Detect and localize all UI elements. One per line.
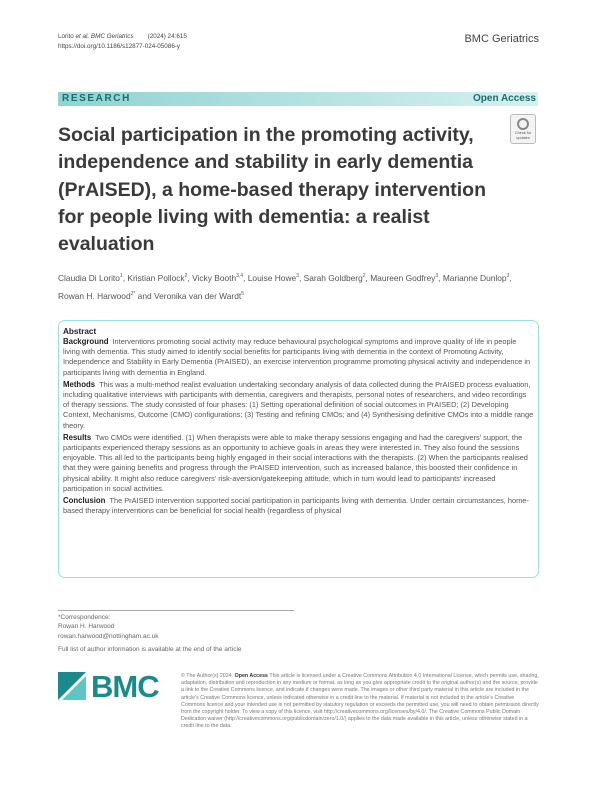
abstract-section-label: Conclusion [63,496,106,506]
correspondence-block [58,613,159,641]
check-updates-label: Check for updates [514,131,532,140]
article-type-band [58,92,538,106]
author-entry [248,273,299,283]
running-header [58,32,187,52]
bmc-logo-text: BMC [91,669,159,704]
article-type-label: RESEARCH [62,93,131,104]
author-affiliation: 3,4 [236,273,244,279]
footnote-divider [58,610,294,611]
author-affiliation: 5 [241,291,244,297]
abstract-section-label: Results [63,432,92,442]
abstract-section-label: Methods [63,379,96,389]
citation-journal: BMC Geriatrics [90,33,134,40]
author-entry [443,273,510,283]
article-title: Social participation in the promoting activity, independence and stability in early dementia (PrAISED), a home-based therapy intervention for people living with dementia: a realist evaluation [58,124,487,256]
citation-line [58,32,187,42]
author-entry [370,273,438,283]
license-text [181,673,539,731]
author-name[interactable]: Claudia Di Lorito [58,272,120,283]
correspondence-name: Rowan H. Harwood [58,623,115,631]
author-affiliation: 2 [184,273,188,279]
author-name[interactable]: Louise Howe [247,272,297,283]
open-access-notice: Open Access [234,673,268,679]
author-affiliation: 2 [362,273,366,279]
author-affiliation: 3 [296,273,299,279]
update-icon [517,118,529,130]
license-body: This article is licensed under a Creative Commons Attribution 4.0 International License, which permits use, sharing, adaptation, distribution and reproduction in any medium or format, as long as you give appropriate credit to the original author(s) and the source, provide a link to the Creative Commons licence, and indicate if changes were made. The images or other third party material in this article are included in the article's Creative Commons licence, unless indicated otherwise in a credit line to the material. If material is not included in the article's Creative Commons licence and your intended use is not permitted by statutory regulation or exceeds the permitted use, you will need to obtain permission directly from the copyright holder. To view a copy of this licence, visit http://creativecommons.org/licenses/by/4.0/. The Creative Commons Public Domain Dedication waiver (http://creativecommons.org/publicdomain/zero/1.0/) applies to the data made available in this article, unless otherwise stated in a credit line to the data. [181,673,539,730]
author-entry [58,291,135,301]
author-name[interactable]: Vicky Booth [192,272,237,283]
citation-authors: Lorito [58,33,74,40]
abstract-box [58,320,539,578]
author-info-note: Full list of author information is available at the end of the article [58,646,242,653]
author-affiliation: 1 [119,273,123,279]
doi-link[interactable]: https://doi.org/10.1186/s12877-024-05086-y [58,43,181,50]
abstract-section-text: Two CMOs were identified. (1) When therapists were able to make therapy sessions engaging and had the caregivers' support, the participants experienced therapy sessions as an opportunity to achieve goals in areas they were interested in. They also found the sessions enjoyable. This all led to the participants being highly engaged in their social interactions with the therapists. (2) When the participants realised that they were gaining benefits and progress through the PrAISED intervention, such as increased balance, this boosted their confidence in physical ability. It might also reduce caregivers' risk-aversion/gatekeeping attitude, which in turn would lead to participants' increased participation in social activities. [63,432,528,493]
abstract-methods [63,380,534,431]
abstract-heading: Abstract [63,327,97,336]
check-for-updates-button[interactable] [510,114,536,144]
abstract-section-label: Background [63,337,109,346]
bmc-logo [58,669,166,704]
bmc-logo-icon [58,672,86,700]
abstract-results [63,433,534,494]
abstract-background [63,337,534,378]
citation-year-pages: (2024) 24:615 [147,33,187,40]
citation-etal: et al. [73,33,91,40]
abstract-section-text: The PrAISED intervention supported social participation in participants living with dementia. Under certain circumstances, home-based therapy interventions can be beneficial for social health (regardless of physical [63,496,529,516]
abstract-section-text: Interventions promoting social activity may reduce behavioural psychological symptoms and improve quality of life in people living with dementia. This study aimed to identify social benefits for participants living with dementia in the context of Promoting Activity, Independence and Stability in Early Dementia (PrAISED), an exercise intervention programme promoting physical activity and independence in participants living with dementia in England. [63,337,531,377]
author-entry [58,273,123,283]
author-affiliation: 2* [130,291,136,297]
abstract-conclusion [63,496,534,516]
author-name[interactable]: Kristian Pollock [127,272,185,283]
author-entry [127,273,187,283]
author-entry [192,273,243,283]
author-entry [154,291,244,301]
author-list: Claudia Di Lorito$^1$, Kristian Pollock$^2$, Vicky Booth$^{3,4}$, Louise Howe$^3$, Sarah Goldberg$^2$, Maureen Godfrey$^3$, Marianne Dunlop$^3$, Rowan H. Harwood$^{2*}$ and Veronika van der Wardt$^5$ [58,272,512,301]
correspondence-label: *Correspondence: [58,614,111,621]
author-affiliation: 3 [435,273,439,279]
author-affiliation: 3 [506,273,510,279]
author-name[interactable]: Veronika van der Wardt [154,290,242,301]
author-name[interactable]: Marianne Dunlop [442,272,507,283]
author-name[interactable]: Maureen Godfrey [370,272,436,283]
author-name[interactable]: Sarah Goldberg [303,272,363,283]
correspondence-email[interactable]: rowan.harwood@nottingham.ac.uk [58,632,159,640]
author-entry [304,273,366,283]
author-name[interactable]: Rowan H. Harwood [58,290,131,301]
journal-name: BMC Geriatrics [464,33,539,45]
open-access-label: Open Access [473,93,536,104]
abstract-section-text: This was a multi-method realist evaluation undertaking secondary analysis of data collected during the PrAISED process evaluation, including qualitative interviews with participants with dementia, caregivers and therapists, personal notes of researchers, and video recordings of therapy sessions. The study consisted of four phases: (1) Setting operational definition of social outcomes in PrAISED; (2) Developing Context, Mechanisms, Outcome (CMO) configurations; (3) Testing and refining CMOs; and (4) Synthesising definitive CMOs into a middle range theory. [63,379,534,430]
copyright-notice: © The Author(s) 2024. [181,673,234,679]
